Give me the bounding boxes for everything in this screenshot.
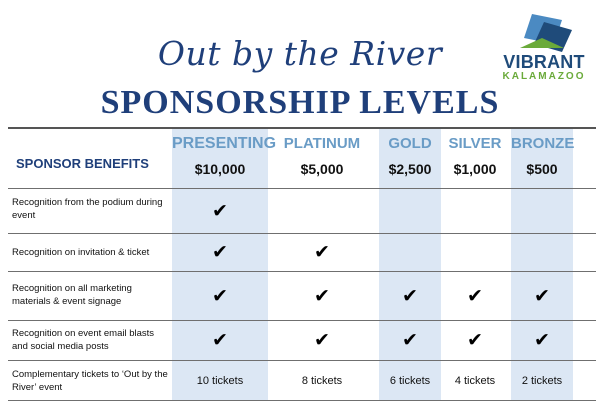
table-top-rule (8, 127, 596, 129)
checkmark-icon: ✔ (534, 285, 550, 307)
checkmark-icon: ✔ (314, 329, 330, 351)
table-bottom-rule (8, 400, 596, 401)
logo-word: VIBRANT (503, 52, 585, 72)
price-presenting: $10,000 (194, 161, 246, 177)
price-silver: $1,000 (453, 161, 497, 177)
row-divider (8, 271, 596, 272)
level-presenting: PRESENTING (172, 135, 277, 152)
level-bronze: BRONZE (511, 135, 575, 152)
checkmark-icon: ✔ (314, 285, 330, 307)
tickets-gold: 6 tickets (389, 375, 431, 387)
checkmark-icon: ✔ (212, 241, 228, 263)
checkmark-icon: ✔ (467, 285, 483, 307)
sponsor-benefits-header: SPONSOR BENEFITS (16, 156, 149, 171)
benefit-label: Recognition on invitation & ticket (12, 247, 150, 258)
price-platinum: $5,000 (300, 161, 344, 177)
checkmark-icon: ✔ (212, 329, 228, 351)
row-divider (8, 320, 596, 321)
benefit-label: Recognition on event email blasts and social media posts (12, 328, 155, 352)
row-divider (8, 233, 596, 234)
benefit-label: Recognition from the podium during event (12, 197, 163, 221)
checkmark-icon: ✔ (467, 329, 483, 351)
price-bronze: $500 (526, 161, 558, 177)
tickets-platinum: 8 tickets (301, 375, 343, 387)
checkmark-icon: ✔ (212, 285, 228, 307)
checkmark-icon: ✔ (402, 285, 418, 307)
checkmark-icon: ✔ (534, 329, 550, 351)
tickets-presenting: 10 tickets (196, 375, 244, 387)
price-gold: $2,500 (388, 161, 432, 177)
checkmark-icon: ✔ (212, 200, 228, 222)
page-title: Out by the River (157, 34, 443, 73)
checkmark-icon: ✔ (314, 241, 330, 263)
benefit-label: Recognition on all marketing materials & event signage (12, 283, 132, 307)
checkmark-icon: ✔ (402, 329, 418, 351)
logo-subword: KALAMAZOO (502, 71, 586, 82)
benefit-label: Complementary tickets to ‘Out by the River’ event (12, 369, 168, 393)
tickets-silver: 4 tickets (454, 375, 496, 387)
vibrant-kalamazoo-logo (494, 8, 594, 88)
level-platinum: PLATINUM (283, 135, 361, 152)
page-subtitle: SPONSORSHIP LEVELS (100, 84, 500, 121)
level-gold: GOLD (388, 135, 432, 152)
row-divider (8, 360, 596, 361)
tickets-bronze: 2 tickets (521, 375, 563, 387)
row-divider (8, 188, 596, 189)
level-silver: SILVER (448, 135, 502, 152)
logo-mark-icon (494, 8, 594, 56)
